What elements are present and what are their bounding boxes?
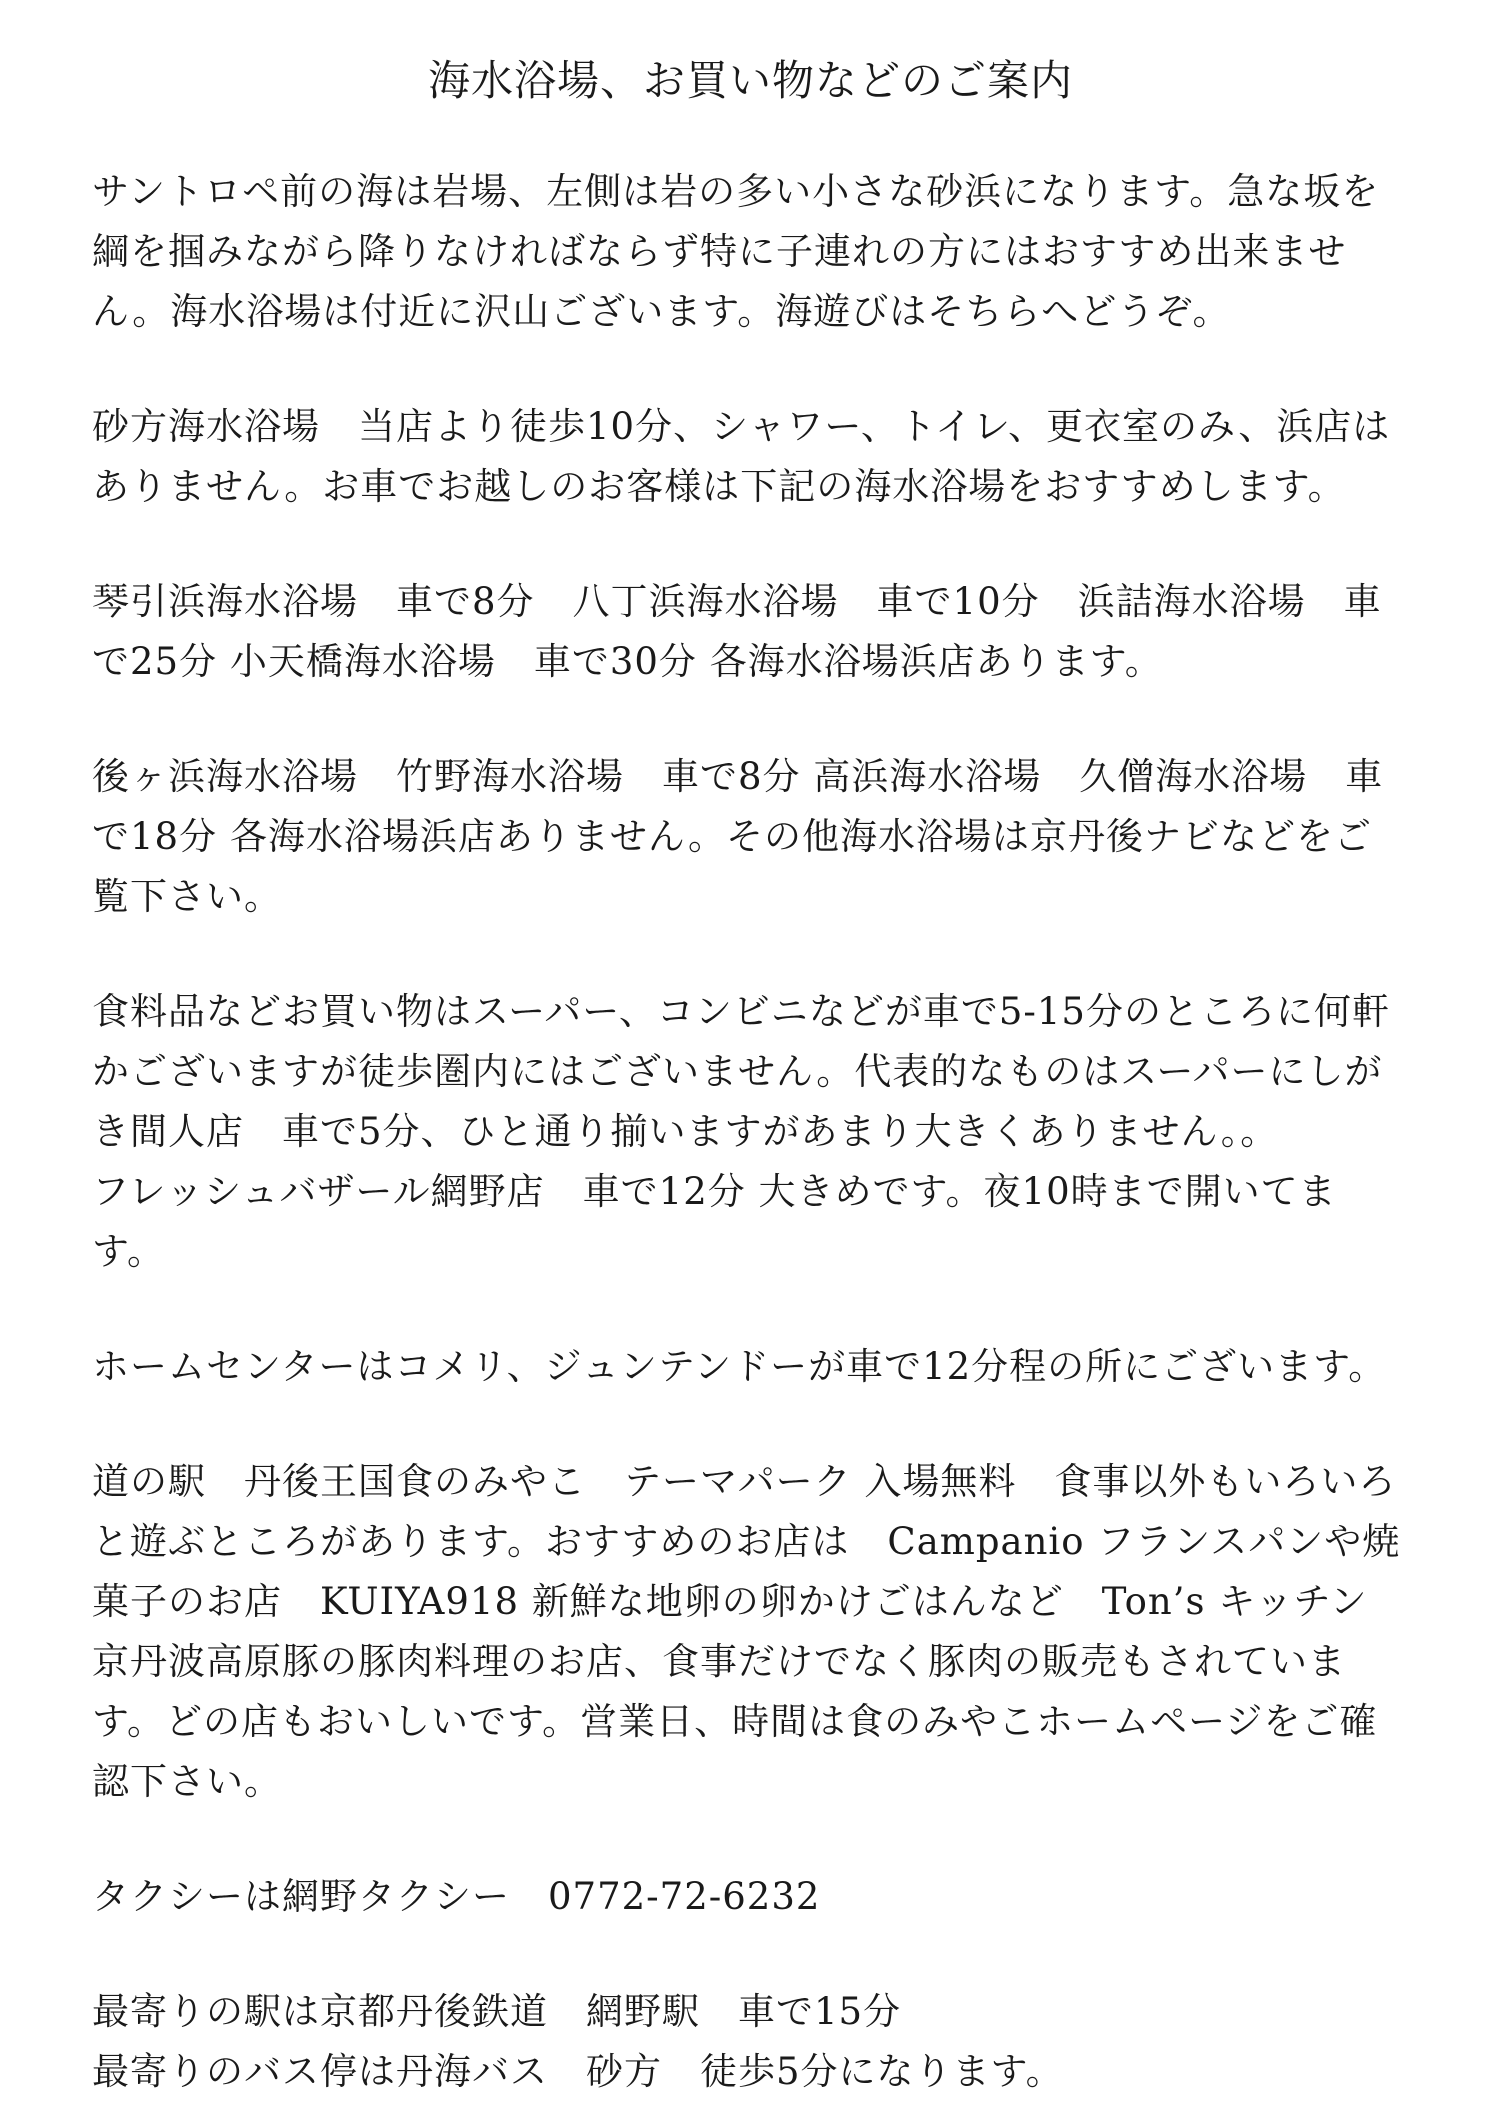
paragraph-sunakata-beach: [92, 397, 1409, 517]
paragraph-taxi: [92, 1867, 1409, 1927]
page-title: 海水浴場、お買い物などのご案内: [427, 56, 1073, 105]
paragraph-access: [92, 1982, 1409, 2102]
text-line: サントロペ前の海は岩場、左側は岩の多い小さな砂浜になります。急な坂を: [92, 170, 1380, 213]
text-line: 琴引浜海水浴場 車で8分 八丁浜海水浴場 車で10分 浜詰海水浴場 車: [92, 580, 1382, 623]
text-line: と遊ぶところがあります。おすすめのお店は Campanio フランスパンや焼: [92, 1520, 1401, 1563]
text-line: 後ヶ浜海水浴場 竹野海水浴場 車で8分 高浜海水浴場 久僧海水浴場 車: [92, 755, 1384, 798]
text-line: ホームセンターはコメリ、ジュンテンドーが車で12分程の所にございます。: [92, 1345, 1387, 1388]
text-line: 覧下さい。: [92, 875, 282, 918]
text-line: 最寄りのバス停は丹海バス 砂方 徒歩5分になります。: [92, 2050, 1064, 2093]
text-line: 菓子のお店 KUIYA918 新鮮な地卵の卵かけごはんなど Ton’s キッチン: [92, 1580, 1368, 1623]
text-line: ん。海水浴場は付近に沢山ございます。海遊びはそちらへどうぞ。: [92, 290, 1231, 333]
paragraph-home-center: [92, 1337, 1409, 1397]
text-line: ありません。お車でお越しのお客様は下記の海水浴場をおすすめします。: [92, 465, 1346, 508]
text-line: で25分 小天橋海水浴場 車で30分 各海水浴場浜店あります。: [92, 640, 1163, 683]
paragraph-shopping: [92, 982, 1409, 1282]
text-line: 道の駅 丹後王国食のみやこ テーマパーク 入場無料 食事以外もいろいろ: [92, 1460, 1397, 1503]
text-line: で18分 各海水浴場浜店ありません。その他海水浴場は京丹後ナビなどをご: [92, 815, 1373, 858]
text-line: 綱を掴みながら降りなければならず特に子連れの方にはおすすめ出来ませ: [92, 230, 1347, 273]
paragraph-beach-intro: [92, 162, 1409, 342]
paragraph-beaches-without-shops: [92, 747, 1409, 927]
paragraph-roadside-station: [92, 1452, 1409, 1812]
paragraph-beaches-with-shops: [92, 572, 1409, 692]
text-line: フレッシュバザール網野店 車で12分 大きめです。夜10時まで開いてます。: [92, 1170, 1337, 1273]
text-line: 認下さい。: [92, 1760, 282, 1803]
text-line: す。どの店もおいしいです。営業日、時間は食のみやこホームページをご確: [92, 1700, 1378, 1743]
text-line: 砂方海水浴場 当店より徒歩10分、シャワー、トイレ、更衣室のみ、浜店は: [92, 405, 1391, 448]
text-line: タクシーは網野タクシー 0772-72-6232: [92, 1875, 821, 1918]
text-line: 最寄りの駅は京都丹後鉄道 網野駅 車で15分: [92, 1990, 902, 2033]
text-line: かございますが徒歩圏内にはございません。代表的なものはスーパーにしが: [92, 1050, 1383, 1093]
text-line: き間人店 車で5分、ひと通り揃いますがあまり大きくありません。。: [92, 1110, 1279, 1153]
text-line: 京丹波高原豚の豚肉料理のお店、食事だけでなく豚肉の販売もされていま: [92, 1640, 1346, 1683]
text-line: 食料品などお買い物はスーパー、コンビニなどが車で5-15分のところに何軒: [92, 990, 1390, 1033]
